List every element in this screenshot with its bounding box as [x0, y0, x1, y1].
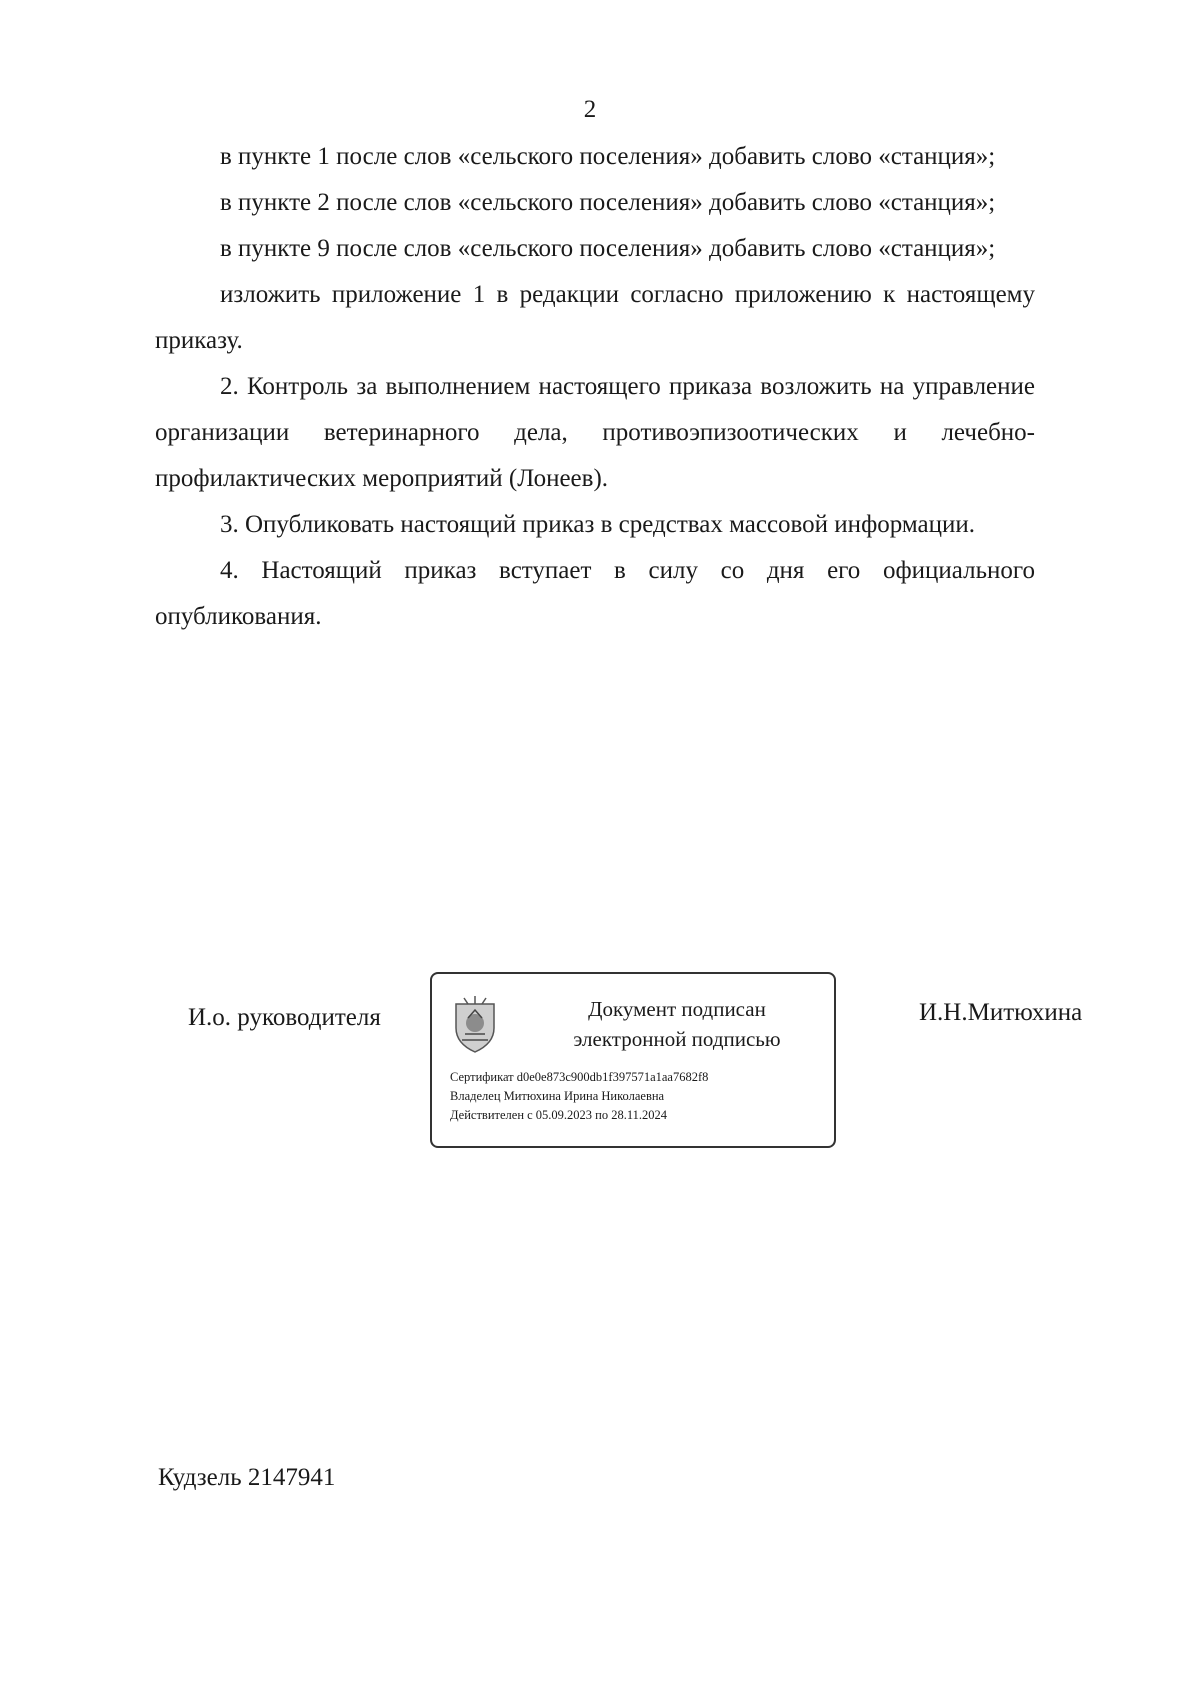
stamp-heading [532, 994, 822, 1054]
paragraph-item-9: в пункте 9 после слов «сельского поселения» добавить слово «станция»; [220, 235, 996, 262]
electronic-signature-stamp [430, 972, 836, 1148]
paragraph-item-1: в пункте 1 после слов «сельского поселения» добавить слово «станция»; [220, 143, 996, 170]
paragraph-publish: 3. Опубликовать настоящий приказ в средствах массовой информации. [220, 511, 976, 538]
stamp-heading-line2: электронной подписью [573, 1027, 781, 1051]
signer-name: И.Н.Митюхина [919, 999, 1083, 1026]
coat-of-arms-icon [450, 996, 500, 1054]
signer-title: И.о. руководителя [188, 1004, 381, 1031]
paragraph-appendix: изложить приложение 1 в редакции согласно приложению к настоящему приказу. [155, 281, 1035, 354]
stamp-details [450, 1068, 708, 1125]
stamp-validity: Действителен с 05.09.2023 по 28.11.2024 [450, 1108, 668, 1122]
page-number: 2 [583, 96, 597, 123]
paragraph-item-2: в пункте 2 после слов «сельского поселения» добавить слово «станция»; [220, 189, 996, 216]
stamp-certificate: Сертификат d0e0e873c900db1f397571a1aa7682f8 [450, 1070, 709, 1084]
executor-note: Кудзель 2147941 [158, 1464, 336, 1491]
paragraph-effective: 4. Настоящий приказ вступает в силу со дня его официального опубликования. [155, 557, 1035, 630]
paragraph-control: 2. Контроль за выполнением настоящего приказа возложить на управление организации ветеринарного дела, противоэпизоотических и лечебно-профилактических мероприятий (Лонеев). [155, 373, 1035, 492]
document-body [155, 134, 1035, 640]
stamp-owner: Владелец Митюхина Ирина Николаевна [450, 1089, 665, 1103]
stamp-heading-line1: Документ подписан [588, 997, 766, 1021]
